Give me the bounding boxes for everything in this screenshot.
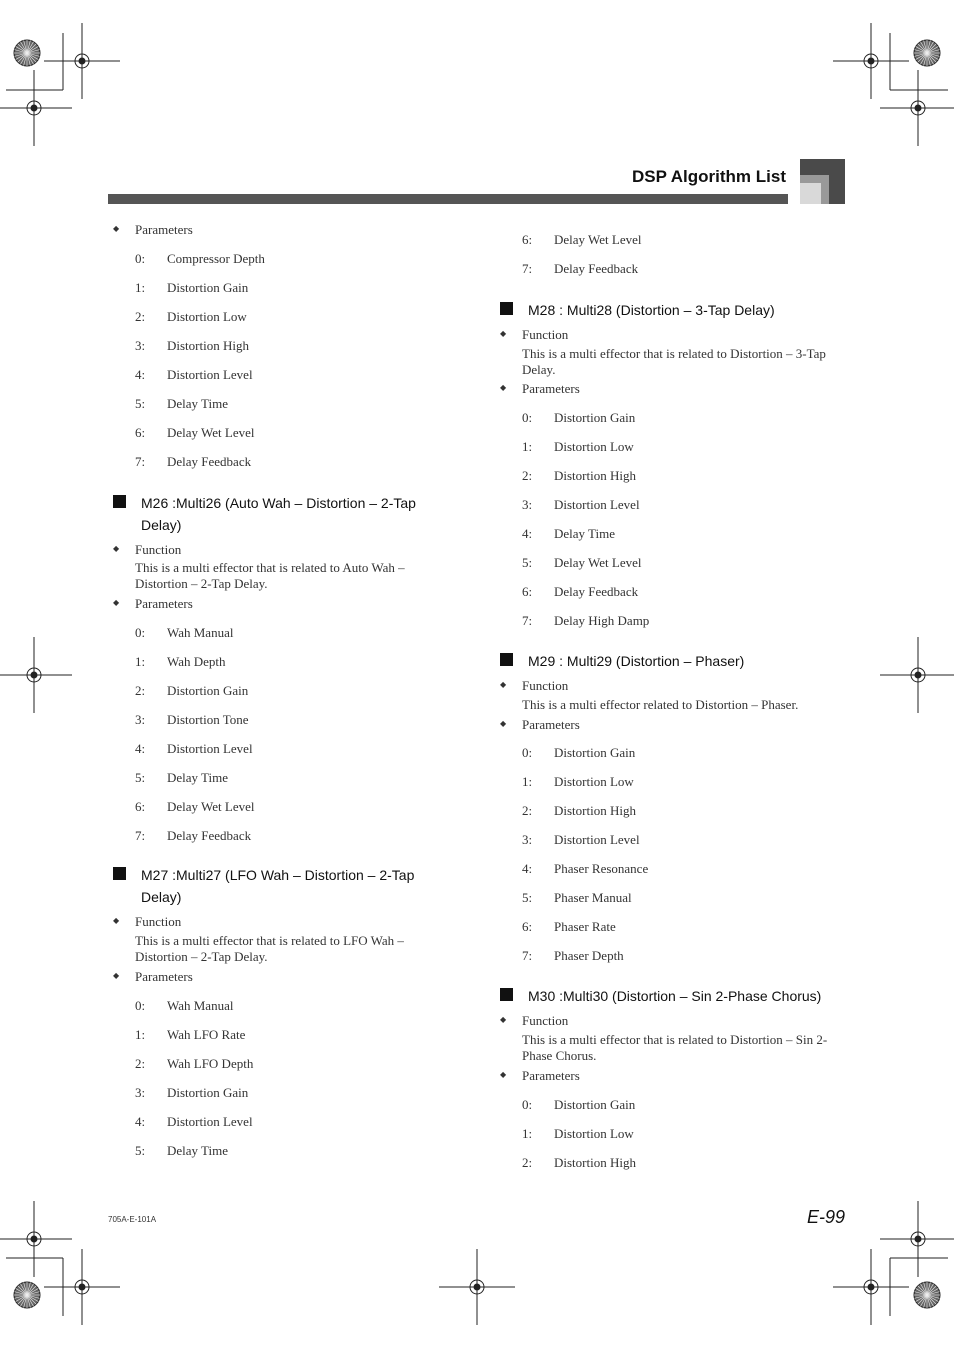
parameter-name: Wah Manual (167, 625, 234, 640)
parameter-number: 6: (135, 425, 146, 440)
parameter-name: Distortion Gain (167, 1085, 249, 1100)
parameter-number: 6: (522, 584, 533, 599)
parameter-name: Wah Depth (167, 654, 226, 669)
parameter-name: Distortion Level (167, 367, 253, 382)
parameter-name: Compressor Depth (167, 251, 265, 266)
parameter-name: Distortion Low (167, 309, 247, 324)
parameter-number: 7: (522, 261, 533, 276)
parameter-number: 6: (522, 919, 533, 934)
registration-dot (474, 1284, 481, 1291)
parameter-number: 5: (135, 770, 146, 785)
parameter-name: Delay Wet Level (554, 232, 642, 247)
parameter-number: 4: (522, 526, 533, 541)
parameter-number: 6: (522, 232, 533, 247)
parameter-number: 3: (135, 338, 146, 353)
parameter-number: 7: (135, 454, 146, 469)
parameter-name: Distortion Gain (554, 410, 636, 425)
parameter-name: Distortion High (167, 338, 249, 353)
parameter-name: Delay High Damp (554, 613, 650, 628)
parameter-name: Delay Feedback (554, 261, 639, 276)
parameter-number: 3: (135, 712, 146, 727)
page-header-title: DSP Algorithm List (632, 167, 786, 186)
parameter-number: 2: (522, 803, 533, 818)
parameter-name: Distortion Level (167, 1114, 253, 1129)
parameter-number: 7: (135, 828, 146, 843)
parameter-name: Phaser Depth (554, 948, 624, 963)
function-description: This is a multi effector that is related to Distortion – 3-Tap Delay. (522, 346, 826, 377)
parameter-name: Distortion Low (554, 774, 634, 789)
parameter-number: 0: (522, 1097, 533, 1112)
parameter-number: 7: (522, 948, 533, 963)
parameter-name: Wah LFO Depth (167, 1056, 254, 1071)
parameter-number: 4: (135, 741, 146, 756)
page-number: E-99 (806, 1207, 845, 1227)
parameter-number: 7: (522, 613, 533, 628)
heading-square-icon (113, 495, 126, 508)
parameter-name: Wah LFO Rate (167, 1027, 246, 1042)
registration-dot (31, 105, 38, 112)
parameter-name: Delay Time (167, 396, 229, 411)
registration-dot (868, 1284, 875, 1291)
parameter-name: Distortion High (554, 1155, 636, 1170)
header-rule (108, 194, 788, 204)
parameter-name: Delay Wet Level (554, 555, 642, 570)
parameter-number: 1: (522, 439, 533, 454)
parameter-number: 5: (135, 396, 146, 411)
parameter-number: 1: (135, 1027, 146, 1042)
parameter-name: Delay Feedback (167, 828, 252, 843)
registration-dot (868, 58, 875, 65)
heading-square-icon (500, 653, 513, 666)
parameter-number: 2: (135, 1056, 146, 1071)
parameter-number: 3: (135, 1085, 146, 1100)
parameter-number: 2: (522, 1155, 533, 1170)
heading-square-icon (113, 867, 126, 880)
registration-dot (915, 672, 922, 679)
parameter-number: 0: (135, 625, 146, 640)
parameter-name: Wah Manual (167, 998, 234, 1013)
parameter-name: Distortion Gain (554, 745, 636, 760)
parameter-name: Delay Time (554, 526, 616, 541)
document-code: 705A-E-101A (108, 1215, 157, 1224)
registration-dot (915, 1236, 922, 1243)
parameter-name: Distortion Level (167, 741, 253, 756)
function-description: This is a multi effector that is related to LFO Wah – Distortion – 2-Tap Delay. (135, 933, 404, 964)
parameter-name: Phaser Rate (554, 919, 616, 934)
parameter-name: Delay Wet Level (167, 425, 255, 440)
heading-square-icon (500, 302, 513, 315)
parameter-name: Distortion Gain (167, 683, 249, 698)
parameter-number: 4: (135, 367, 146, 382)
parameter-name: Distortion Level (554, 497, 640, 512)
parameter-number: 5: (135, 1143, 146, 1158)
parameter-number: 1: (522, 774, 533, 789)
parameter-name: Distortion Low (554, 439, 634, 454)
parameter-number: 4: (522, 861, 533, 876)
parameter-number: 1: (135, 280, 146, 295)
parameter-number: 3: (522, 497, 533, 512)
parameter-number: 1: (135, 654, 146, 669)
header-corner-block (800, 159, 845, 204)
parameter-number: 6: (135, 799, 146, 814)
registration-dot (79, 58, 86, 65)
parameter-number: 2: (522, 468, 533, 483)
parameter-name: Distortion Low (554, 1126, 634, 1141)
registration-dot (31, 672, 38, 679)
parameter-number: 4: (135, 1114, 146, 1129)
registration-dot (31, 1236, 38, 1243)
parameter-number: 0: (135, 251, 146, 266)
parameter-number: 0: (522, 745, 533, 760)
parameter-name: Phaser Resonance (554, 861, 649, 876)
parameter-number: 2: (135, 683, 146, 698)
parameter-name: Phaser Manual (554, 890, 632, 905)
parameter-name: Distortion Gain (167, 280, 249, 295)
parameter-name: Delay Time (167, 1143, 229, 1158)
parameter-name: Delay Wet Level (167, 799, 255, 814)
function-description: This is a multi effector that is related to Auto Wah – Distortion – 2-Tap Delay. (135, 560, 405, 591)
registration-dot (79, 1284, 86, 1291)
parameter-number: 0: (135, 998, 146, 1013)
parameter-name: Delay Time (167, 770, 229, 785)
parameter-number: 2: (135, 309, 146, 324)
parameter-number: 1: (522, 1126, 533, 1141)
parameter-name: Delay Feedback (554, 584, 639, 599)
parameter-name: Distortion High (554, 803, 636, 818)
parameter-name: Distortion High (554, 468, 636, 483)
function-description: This is a multi effector related to Distortion – Phaser. (522, 697, 799, 712)
parameter-name: Distortion Tone (167, 712, 249, 727)
function-description: This is a multi effector that is related to Distortion – Sin 2-Phase Chorus. (522, 1032, 828, 1063)
parameter-number: 5: (522, 890, 533, 905)
parameter-number: 0: (522, 410, 533, 425)
parameter-number: 3: (522, 832, 533, 847)
registration-dot (915, 105, 922, 112)
parameter-name: Distortion Gain (554, 1097, 636, 1112)
parameter-name: Distortion Level (554, 832, 640, 847)
parameter-name: Delay Feedback (167, 454, 252, 469)
heading-square-icon (500, 988, 513, 1001)
parameter-number: 5: (522, 555, 533, 570)
